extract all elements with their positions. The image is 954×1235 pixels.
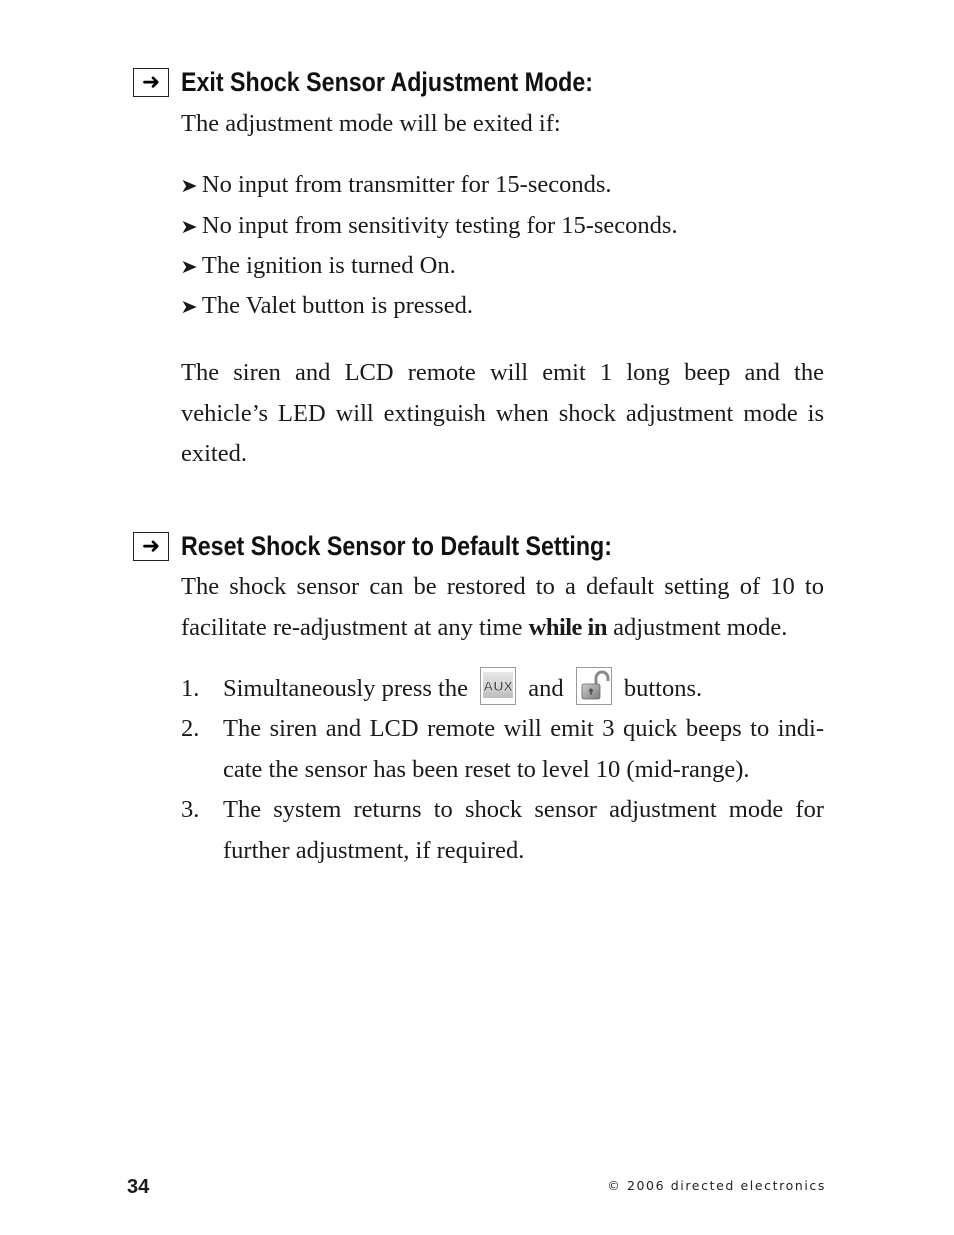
step-number: 1.: [181, 675, 200, 702]
arrowhead-bullet-icon: ➤: [180, 216, 198, 238]
copyright-notice: © 2006 directed electronics: [607, 1178, 826, 1193]
reset-intro-paragraph: [181, 567, 824, 648]
step-item: [181, 790, 824, 871]
aux-button-icon: [480, 667, 516, 705]
step-text: The siren and LCD remote will emit 3 quick beeps to indi-cate the sensor has been reset to level 10 (mid-range).: [223, 715, 824, 783]
step-number: 2.: [181, 715, 200, 742]
section-heading-reset: [133, 531, 682, 562]
bullet-text: No input from sensitivity testing for 15-seconds.: [201, 212, 678, 239]
step-text-end: buttons.: [623, 675, 703, 702]
bullet-item: [181, 286, 473, 328]
aux-icon-label: AUX: [483, 678, 513, 695]
page-number: 34: [127, 1176, 150, 1198]
right-arrow-icon: ➜: [133, 532, 169, 561]
bullet-item: [181, 165, 612, 207]
reset-intro-emphasis: while in: [528, 613, 607, 641]
heading-exit-shock-sensor: Exit Shock Sensor Adjustment Mode:: [181, 67, 594, 97]
exit-closing-paragraph: The siren and LCD remote will emit 1 long beep and the vehicle’s LED will extinguish when shock adjustment mode is exited.: [181, 359, 824, 467]
bullet-item: [181, 206, 678, 248]
step-text: [223, 669, 824, 710]
section-heading-exit: [133, 67, 660, 98]
bullet-item: [181, 246, 456, 288]
reset-intro-text: The shock sensor can be restored to a default setting of 10 to facilitate re-adjustment at any time: [181, 573, 824, 641]
bullet-text: The ignition is turned On.: [201, 252, 456, 279]
arrowhead-bullet-icon: ➤: [180, 296, 198, 318]
right-arrow-icon: ➜: [133, 68, 169, 97]
step-text: The system returns to shock sensor adjustment mode for further adjustment, if required.: [223, 796, 824, 864]
step-text-start: Simultaneously press the: [223, 675, 468, 702]
step-number: 3.: [181, 796, 200, 823]
arrowhead-bullet-icon: ➤: [180, 175, 198, 197]
reset-intro-text-end: adjustment mode.: [607, 613, 788, 641]
bullet-text: No input from transmitter for 15-seconds.: [201, 171, 612, 198]
exit-intro-text: The adjustment mode will be exited if:: [181, 110, 561, 137]
step-item: [181, 709, 824, 790]
step-text-and: and: [528, 675, 564, 702]
heading-reset-shock-sensor: Reset Shock Sensor to Default Setting:: [181, 531, 612, 561]
step-item: [181, 669, 824, 710]
bullet-text: The Valet button is pressed.: [201, 292, 473, 319]
arrowhead-bullet-icon: ➤: [180, 256, 198, 278]
unlock-button-icon: [576, 667, 612, 705]
